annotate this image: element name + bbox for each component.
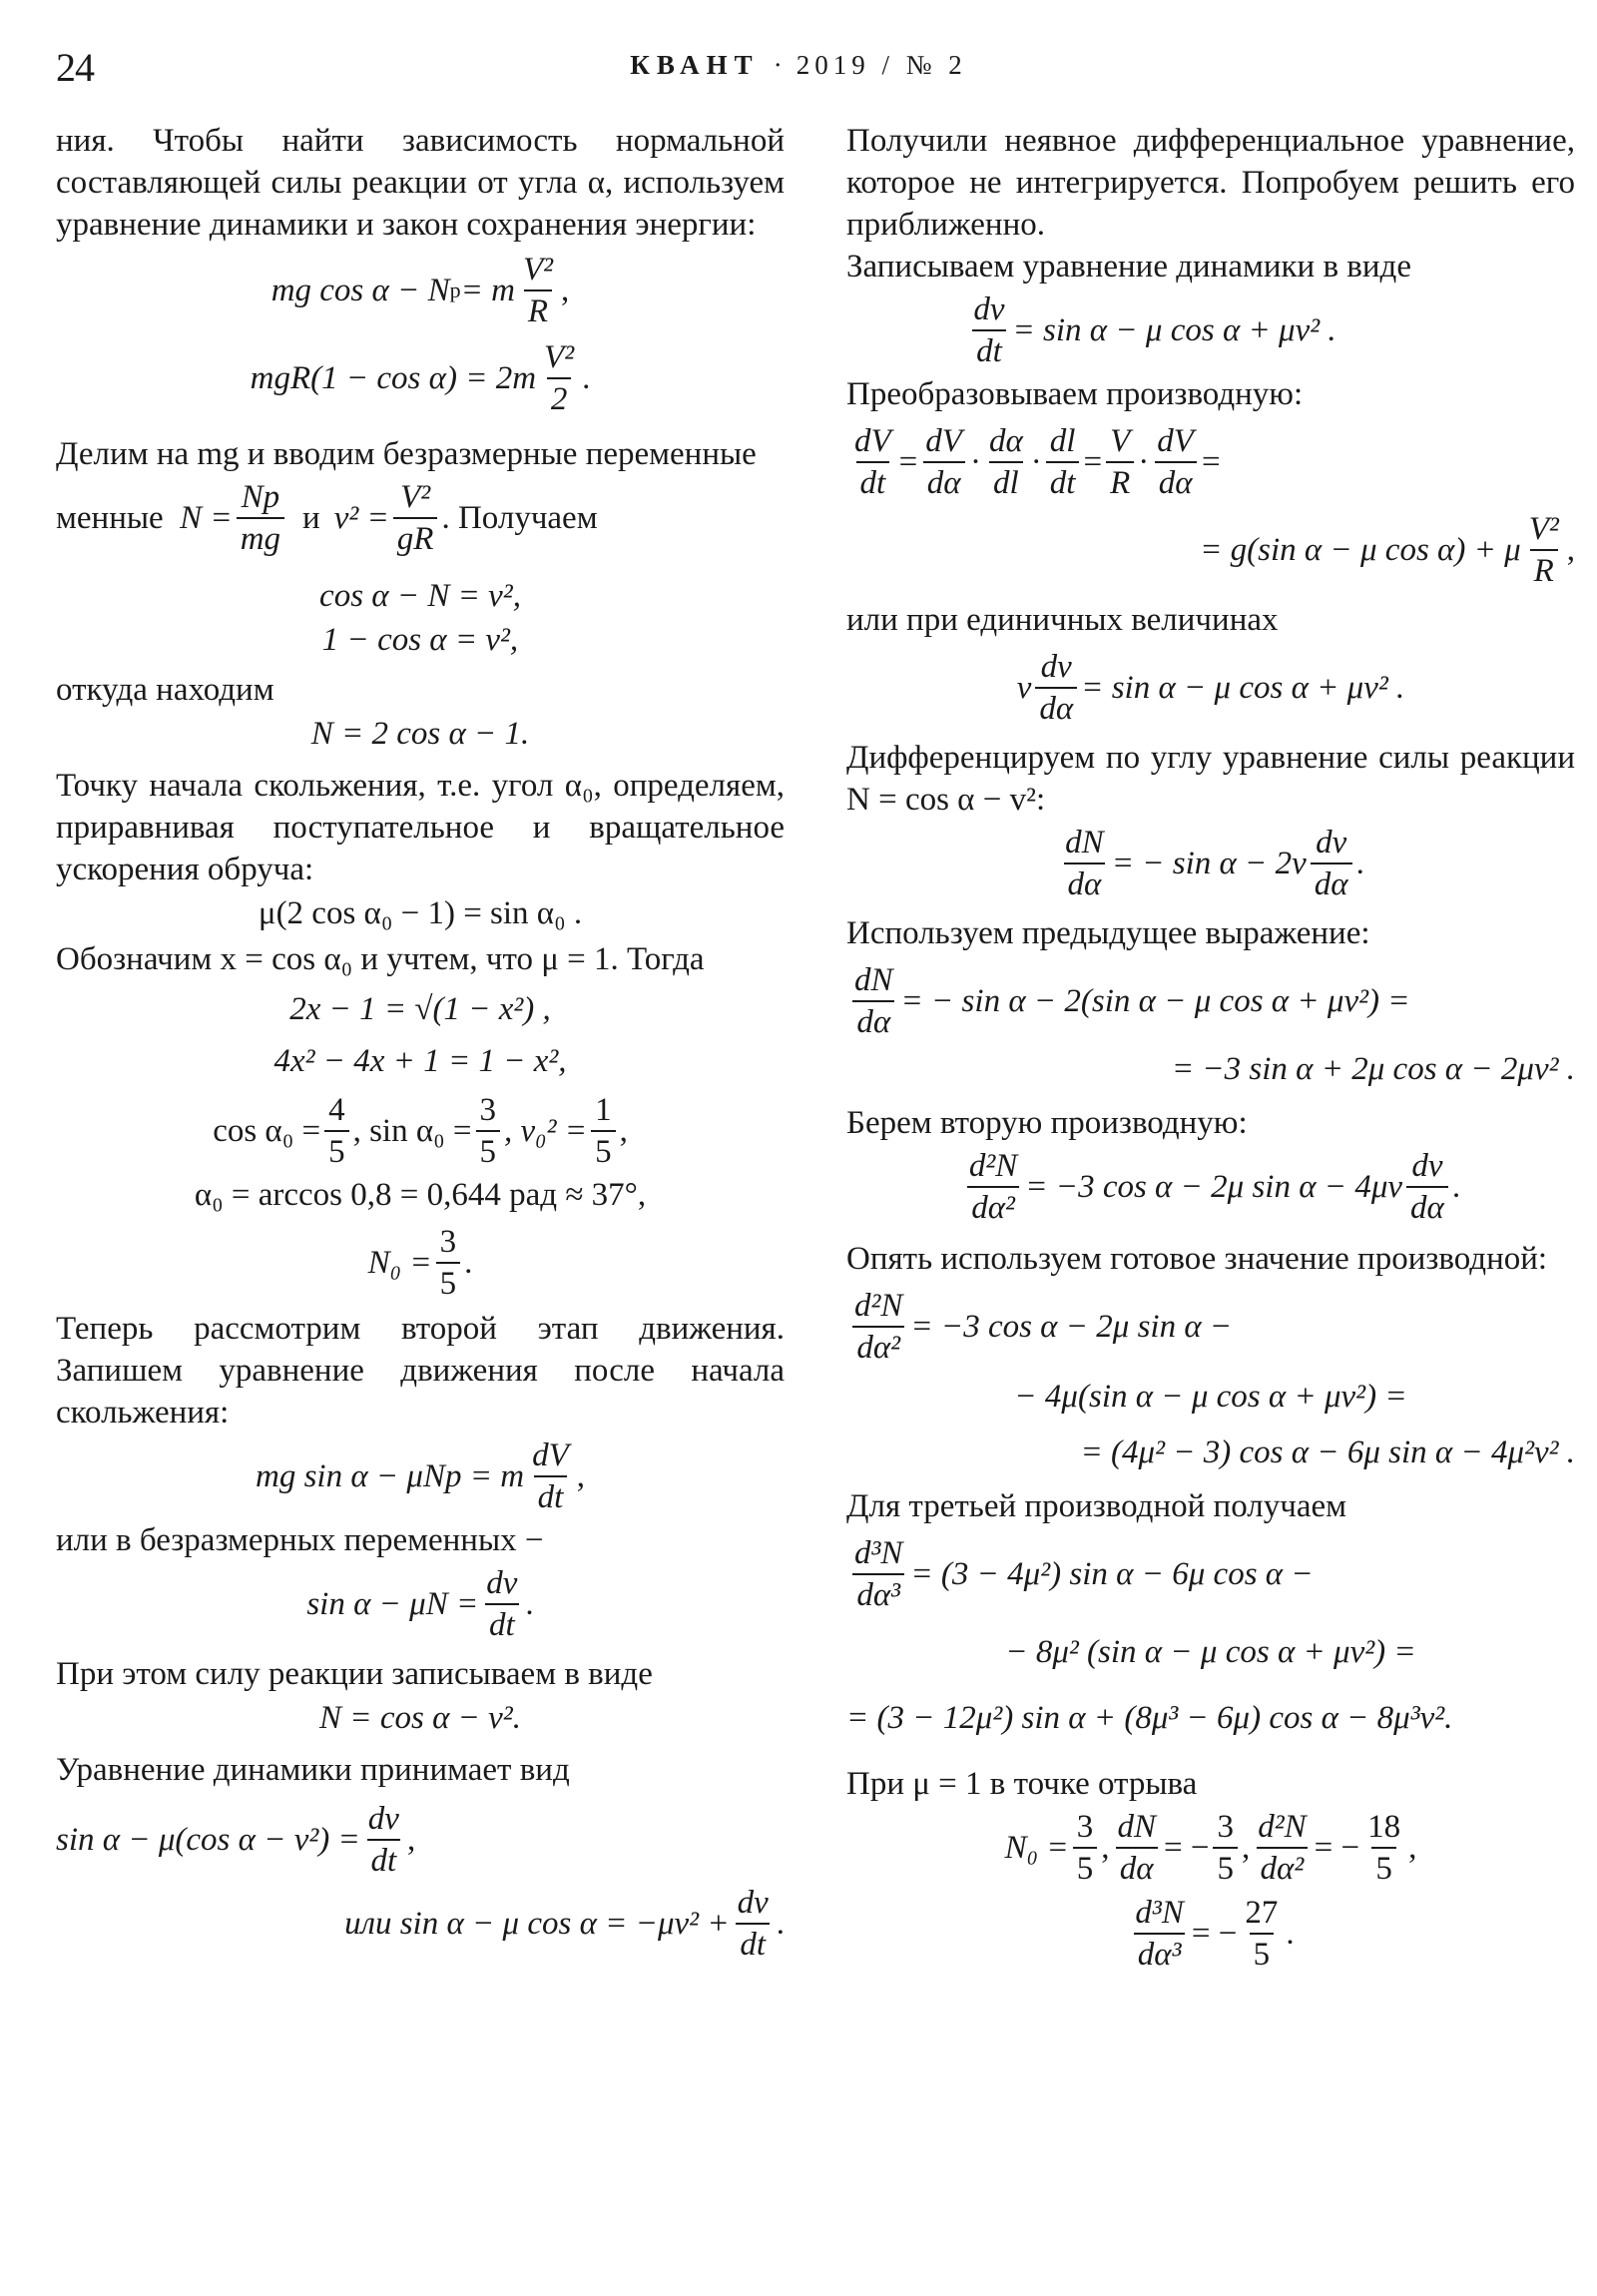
fraction: $\frac{\text{d²N}}{\text{dα²}}$ <box>854 1288 903 1366</box>
fraction: $\frac{\text{V²}}{gR}$ <box>393 477 438 559</box>
equation: α₀ = arccos 0,8 = 0,644 рад ≈ 37°, <box>194 1177 647 1213</box>
equation: sin α − μ(cos α − v²) = $\frac{dv}{dt}$ , <box>56 1801 416 1879</box>
paragraph: Для третьей производной получаем <box>846 1488 1346 1524</box>
equation: $\frac{dN}{d\alpha}$ = − sin α − 2v $\frac{dv}{d\alpha}$ . <box>846 823 1575 904</box>
equation: N₀ = $\frac{3}{5}$ . <box>367 1224 473 1302</box>
paragraph: При μ = 1 в точке отрыва <box>846 1766 1198 1802</box>
paragraph: Дифференцируем по углу уравнение силы реакции N = cos α − v²: <box>846 740 1575 818</box>
paragraph: или при единичных величинах <box>846 602 1279 638</box>
equation: = (4μ² − 3) cos α − 6μ sin α − 4μ²v² . <box>1080 1435 1575 1470</box>
fraction: $\frac{dv}{dt}$ <box>973 291 1005 369</box>
page-number: 24 <box>56 45 94 90</box>
equation: или sin α − μ cos α = −μv² + $\frac{dv}{dt}$ . <box>344 1885 785 1963</box>
fraction: $\frac{Nр}{mg}$ <box>237 477 284 559</box>
fraction: $\frac{dv}{d\alpha}$ <box>1311 823 1352 904</box>
paragraph: ния. Чтобы найти зависимость нормальной составляющей силы реакции от угла α, используем уравнение динамики и закон сохранения энергии: <box>56 123 785 243</box>
right-column <box>846 120 1575 1977</box>
fraction: $\frac{dv}{d\alpha}$ <box>1406 1146 1448 1228</box>
paragraph: Берем вторую производную: <box>846 1105 1248 1141</box>
fraction: $\frac{\text{d³N}}{\text{dα³}}$ <box>854 1535 903 1613</box>
fraction: $\frac{dv}{d\alpha}$ <box>1035 647 1077 729</box>
equation: = g(sin α − μ cos α) + μ $\frac{\text{V²}}{R}$ , <box>1200 511 1575 589</box>
fraction: $\frac{18}{5}$ <box>1367 1809 1401 1887</box>
equation-breakoff-values: N₀ = $\frac{3}{5}$ , $\frac{dN}{d\alpha}$ = − $\frac{3}{5}$ , $\frac{\text{d²N}}{\text{dα²}}$ = − $\frac{18}{5}$ , <box>1004 1809 1417 1887</box>
paragraph: или в безразмерных переменных − <box>56 1522 544 1558</box>
equation: $\frac{\text{d³N}}{\text{dα³}}$ = (3 − 4μ²) sin α − 6μ cos α − <box>846 1533 1575 1615</box>
equation: $\frac{dN}{d\alpha}$ = − sin α − 2(sin α − μ cos α + μv²) = <box>846 960 1575 1042</box>
equation: − 8μ² (sin α − μ cos α + μv²) = <box>1005 1634 1416 1670</box>
separator: · <box>773 50 783 80</box>
equation-chain-rule: $\frac{dV}{dt}$ = $\frac{dV}{d\alpha}$ · $\frac{d\alpha}{dl}$ · $\frac{dl}{dt}$ = $\frac{V}{R}$ · $\frac{dV}{d\alpha}$ = <box>846 421 1575 503</box>
equation: = −3 sin α + 2μ cos α − 2μv² . <box>1171 1051 1575 1087</box>
fraction: $\frac{dv}{dt}$ <box>367 1801 399 1879</box>
fraction: $\frac{\text{V²}}{2}$ <box>544 339 575 417</box>
fraction: $\frac{dV}{d\alpha}$ <box>921 421 966 503</box>
paragraph: откуда находим <box>56 672 274 708</box>
equation: = (3 − 12μ²) sin α + (8μ³ − 6μ) cos α − 8μ³v². <box>846 1700 1453 1736</box>
fraction: $\frac{\text{d²N}}{\text{dα²}}$ <box>1258 1809 1307 1887</box>
equation: μ(2 cos α₀ − 1) = sin α₀ . <box>258 895 583 931</box>
paragraph: Преобразовываем производную: <box>846 376 1304 412</box>
equation: sin α − μN = $\frac{dv}{dt}$ . <box>306 1565 534 1643</box>
paragraph: Получили неявное дифференциальное уравнение, которое не интегрируется. Попробуем решить его приближенно. <box>846 123 1575 243</box>
equation-initial-values: cos α₀ = $\frac{4}{5}$ , sin α₀ = $\frac{3}{5}$ , v₀² = $\frac{1}{5}$ , <box>213 1092 628 1170</box>
fraction: $\frac{\text{V²}}{R}$ <box>522 252 554 329</box>
equation: $\frac{\text{d³N}}{\text{dα³}}$ = − $\frac{27}{5}$ . <box>846 1893 1575 1975</box>
equation: N = cos α − v². <box>319 1700 521 1736</box>
equation: v $\frac{dv}{d\alpha}$ = sin α − μ cos α + μv² . <box>1016 649 1405 727</box>
equation: cos α − N = v², <box>319 578 521 614</box>
fraction: $\frac{1}{5}$ <box>591 1090 616 1172</box>
equation: − 4μ(sin α − μ cos α + μv²) = <box>1014 1379 1407 1415</box>
fraction: $\frac{27}{5}$ <box>1245 1895 1279 1973</box>
fraction: $\frac{dV}{dt}$ <box>854 423 891 501</box>
fraction: $\frac{dN}{d\alpha}$ <box>1117 1809 1156 1887</box>
equation: 4x² − 4x + 1 = 1 − x², <box>273 1043 567 1079</box>
fraction: $\frac{4}{5}$ <box>324 1090 349 1172</box>
equation: $\frac{\text{d²N}}{\text{dα²}}$ = −3 cos α − 2μ sin α − <box>846 1286 1575 1368</box>
paragraph: Точку начала скольжения, т.е. угол α₀, определяем, приравнивая поступательное и вращательное ускорения обруча: <box>56 768 785 887</box>
fraction: $\frac{\text{d³N}}{\text{dα³}}$ <box>1135 1895 1184 1973</box>
equation: $\frac{\text{d²N}}{\text{dα²}}$ = −3 cos α − 2μ sin α − 4μv $\frac{dv}{d\alpha}$ . <box>846 1146 1575 1228</box>
fraction: $\frac{dN}{d\alpha}$ <box>854 962 893 1040</box>
paragraph: Опять используем готовое значение производной: <box>846 1241 1548 1277</box>
paragraph: Записываем уравнение динамики в виде <box>846 249 1411 285</box>
equation: 1 − cos α = v², <box>321 622 519 658</box>
equation: N = 2 cos α − 1. <box>310 716 530 752</box>
fraction: $\frac{dv}{dt}$ <box>486 1565 518 1643</box>
magazine-title: КВАНТ <box>630 50 760 80</box>
paragraph: Уравнение динамики принимает вид <box>56 1752 570 1788</box>
fraction: $\frac{dN}{d\alpha}$ <box>1065 825 1104 902</box>
fraction: $\frac{dv}{dt}$ <box>737 1885 769 1963</box>
fraction: $\frac{V}{R}$ <box>1106 421 1134 503</box>
issue-number: 2019 / № 2 <box>796 50 967 80</box>
left-column <box>56 120 785 1967</box>
paragraph: При этом силу реакции записываем в виде <box>56 1656 653 1692</box>
equation-dimensionless: менные N = $\frac{Nр}{mg}$ и v² = $\frac{\text{V²}}{gR}$ . Получаем <box>56 479 598 557</box>
paragraph: Делим на mg и вводим безразмерные переменные <box>56 436 757 472</box>
paragraph: Теперь рассмотрим второй этап движения. Запишем уравнение движения после начала скольжения: <box>56 1311 785 1431</box>
equation: 2x − 1 = √(1 − x²) , <box>289 991 551 1027</box>
equation: $\frac{dv}{dt}$ = sin α − μ cos α + μv² . <box>727 289 1575 371</box>
fraction: $\frac{dV}{d\alpha}$ <box>1153 421 1198 503</box>
paragraph: Обозначим x = cos α₀ и учтем, что μ = 1. Тогда <box>56 941 705 977</box>
fraction: $\frac{dV}{dt}$ <box>532 1437 569 1515</box>
paragraph: Используем предыдущее выражение: <box>846 915 1370 951</box>
equation: mg sin α − μNр = m $\frac{dV}{dt}$ , <box>255 1437 586 1515</box>
fraction: $\frac{\text{V²}}{R}$ <box>1528 511 1559 589</box>
running-head <box>0 50 1597 81</box>
fraction: $\frac{3}{5}$ <box>436 1222 461 1304</box>
fraction: $\frac{3}{5}$ <box>1073 1807 1098 1889</box>
fraction: $\frac{3}{5}$ <box>476 1090 501 1172</box>
fraction: $\frac{\text{d²N}}{\text{dα²}}$ <box>968 1148 1018 1226</box>
equation-energy: mgR(1 − cos α) = 2m $\frac{\text{V²}}{2}$ . <box>250 339 591 417</box>
equation-dynamics: mg cos α − N р = m $\frac{\text{V²}}{R}$ , <box>270 252 570 329</box>
fraction: $\frac{d\alpha}{dl}$ <box>988 423 1023 501</box>
fraction: $\frac{3}{5}$ <box>1213 1807 1238 1889</box>
fraction: $\frac{dl}{dt}$ <box>1046 421 1080 503</box>
